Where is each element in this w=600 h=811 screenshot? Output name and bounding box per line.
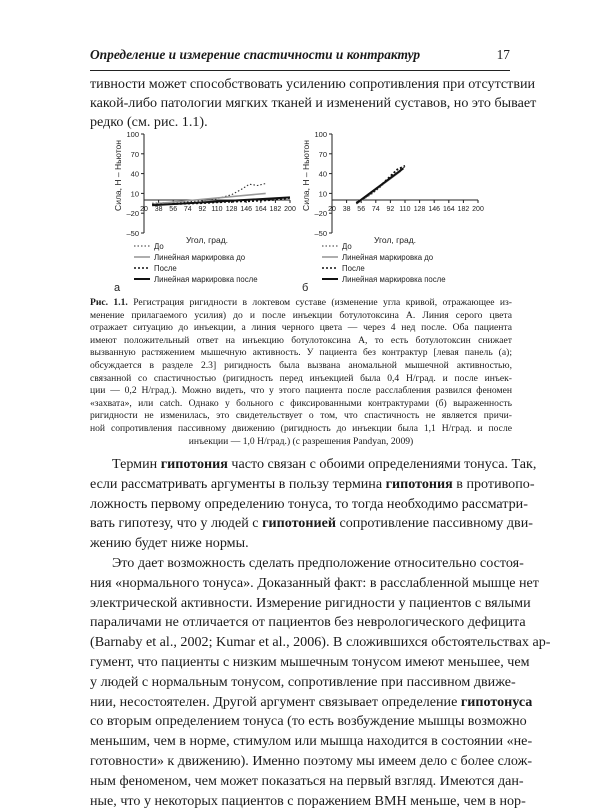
x-tick-label: 200: [284, 206, 296, 213]
y-tick-label: 10: [130, 189, 139, 199]
caption-line: обсуждается в разделе 2.3] ригидность была вызвана аномальной мышечной активностью,: [90, 359, 512, 371]
y-tick-label: 100: [314, 130, 327, 139]
body-line: Термин гипотония часто связан с обоими определениями тонуса. Так,: [112, 456, 537, 472]
body-line: Это дает возможность сделать предположение относительно состоя-: [112, 554, 524, 571]
legend-label: Линейная маркировка до: [154, 253, 246, 262]
body-line: параличами не отличается от пациентов без неврологического дефицита: [90, 614, 526, 631]
y-tick-label: 70: [318, 149, 327, 159]
body-line: ные, что у некоторых пациентов с поражением ВМН меньше, чем в нор-: [90, 792, 526, 809]
x-tick-label: 200: [472, 206, 484, 213]
y-axis-label: Сила, Н – Ньютон: [301, 140, 311, 211]
x-tick-label: 92: [386, 206, 395, 213]
body-line: меньшим, чем в норме, стимулом или мышца находится в состоянии «не-: [90, 733, 533, 750]
legend-label: После: [342, 264, 365, 273]
x-tick-label: 38: [154, 206, 163, 213]
x-tick-label: 74: [371, 206, 380, 213]
legend-label: Линейная маркировка после: [342, 275, 446, 284]
x-tick-label: 182: [457, 206, 470, 213]
term-hypotonia: гипотония: [385, 475, 453, 492]
y-tick-label: –20: [126, 209, 139, 219]
running-title: Определение и измерение спастичности и контрактур: [90, 47, 421, 62]
body-line: нии, несостоятелен. Другой аргумент связывает определение гипотонуса: [90, 693, 533, 710]
x-tick-label: 20: [140, 206, 148, 213]
x-tick-label: 110: [211, 206, 223, 213]
term-hypotonia: гипотония: [160, 456, 228, 472]
term-hypotonia: гипотонией: [262, 515, 336, 532]
x-tick-label: 182: [269, 206, 282, 213]
y-axis-label: Сила, Н – Ньютон: [113, 140, 123, 211]
series-line-solid-black: [356, 168, 403, 203]
panel-letter: б: [302, 282, 309, 294]
x-tick-label: 92: [198, 206, 207, 213]
body-line: (Barnaby et al., 2002; Kumar et al., 2006). В сложившихся обстоятельствах ар-: [90, 634, 551, 651]
caption-line: имеют положительный ответ на инъекцию ботулотоксина А, то есть ботулотоксин снижает: [90, 334, 512, 346]
x-tick-label: 20: [328, 206, 336, 213]
x-axis-label: Угол, град.: [185, 235, 229, 245]
intro-line: тивности может способствовать усилению сопротивления при отсутствии: [90, 76, 536, 92]
x-tick-label: 128: [225, 206, 238, 213]
header-rule: [90, 70, 510, 71]
body-line: готовности» к движению). Именно поэтому мы имеем дело с более слож-: [90, 752, 533, 769]
figure-caption: [90, 297, 512, 448]
caption-line: менение прилагаемого усилия) до и после инъекции ботулотоксина А. Линия серого цвета: [90, 309, 512, 321]
term-hypotonus: гипотонуса: [460, 693, 533, 710]
legend-label: До: [342, 242, 352, 251]
caption-line: ригидности не изменилась, это свидетельствует о том, что спастичность не является причи-: [90, 410, 512, 422]
caption-text: Регистрация ригидности в локтевом суставе (изменение угла кривой, отражающее из-: [127, 297, 512, 308]
x-tick-label: 56: [357, 206, 366, 213]
y-tick-label: –50: [314, 229, 327, 238]
x-tick-label: 110: [399, 206, 411, 213]
legend-label: До: [154, 242, 164, 251]
legend-label: Линейная маркировка после: [154, 275, 258, 284]
body-line: ния «нормального тонуса». Доказанный факт: в расслабленной мышце нет: [90, 574, 539, 591]
x-tick-label: 56: [169, 206, 178, 213]
legend-label: После: [154, 264, 177, 273]
body-line: со вторым определением тонуса (то есть возбуждение мышцы возможно: [90, 713, 527, 730]
y-tick-label: 40: [318, 169, 327, 179]
caption-line: ной сопротивления пассивному движению (ригидность до инъекции была 1,1 Н/град. и после: [90, 422, 512, 434]
y-tick-label: –50: [126, 229, 139, 238]
panel-letter: а: [114, 282, 121, 294]
x-tick-label: 146: [428, 206, 441, 213]
caption-line: вызванную растяжением мышечную активность. У пациента без контрактур [левая панель (а);: [90, 347, 512, 359]
y-tick-label: 40: [130, 169, 139, 179]
caption-line: ции — 0,2 Н/град.). Можно видеть, что у этого пациента после расслабления развился феномен: [90, 385, 512, 397]
intro-line: какой-либо патологии мягких тканей и изменений суставов, но это бывает: [90, 95, 537, 111]
caption-line: инъекции — 1,0 Н/град.) (с разрешения Pandyan, 2009): [188, 435, 414, 447]
body-line: жению будет ниже нормы.: [90, 535, 249, 552]
body-line: гумент, что пациенты с низким мышечным тонусом имеют меньшее, чем: [90, 653, 530, 670]
caption-line: [90, 297, 512, 310]
x-tick-label: 164: [254, 206, 267, 213]
y-tick-label: 70: [130, 149, 139, 159]
x-tick-label: 164: [442, 206, 455, 213]
figure-svg: [110, 125, 510, 297]
body-line: если рассматривать аргументы в пользу термина гипотония в противопо-: [90, 475, 535, 492]
x-tick-label: 128: [413, 206, 426, 213]
intro-line: редко (см. рис. 1.1).: [90, 114, 208, 130]
y-tick-label: –20: [314, 209, 327, 219]
running-header: [90, 47, 510, 67]
legend-label: Линейная маркировка до: [342, 253, 434, 262]
body-line: электрической активности. Измерение ригидности у пациентов с вялыми: [90, 594, 531, 611]
x-axis-label: Угол, град.: [373, 235, 417, 245]
page-number: 17: [496, 47, 510, 62]
y-tick-label: 10: [318, 189, 327, 199]
caption-line: «захвата», или catch. Однако у больного с фиксированными контрактурами (б) выраженность: [90, 397, 512, 409]
caption-label: Рис. 1.1.: [90, 297, 128, 308]
x-tick-label: 38: [342, 206, 351, 213]
body-line: ным феноменом, чем может показаться на первый взгляд. Имеются дан-: [90, 772, 524, 789]
figure-1-1: [110, 125, 510, 297]
x-tick-label: 74: [183, 206, 192, 213]
y-tick-label: 100: [126, 130, 139, 139]
body-line: вать гипотезу, что у людей с гипотонией сопротивление пассивному дви-: [90, 515, 533, 532]
x-tick-label: 146: [240, 206, 253, 213]
body-line: ложность первому определению тонуса, то тогда необходимо рассматри-: [90, 495, 528, 512]
body-text: [90, 455, 551, 811]
caption-line: отражает ситуацию до инъекции, а линия черного цвета — через 4 нед после. Оба пациента: [90, 322, 512, 334]
intro-paragraph: [90, 75, 537, 132]
body-line: у людей с нормальным тонусом, сопротивление при пассивном движе-: [90, 673, 516, 690]
caption-line: связанной со спастичностью (ригидность перед инъекцией была 0,4 Н/град. и после инъек-: [90, 372, 512, 384]
